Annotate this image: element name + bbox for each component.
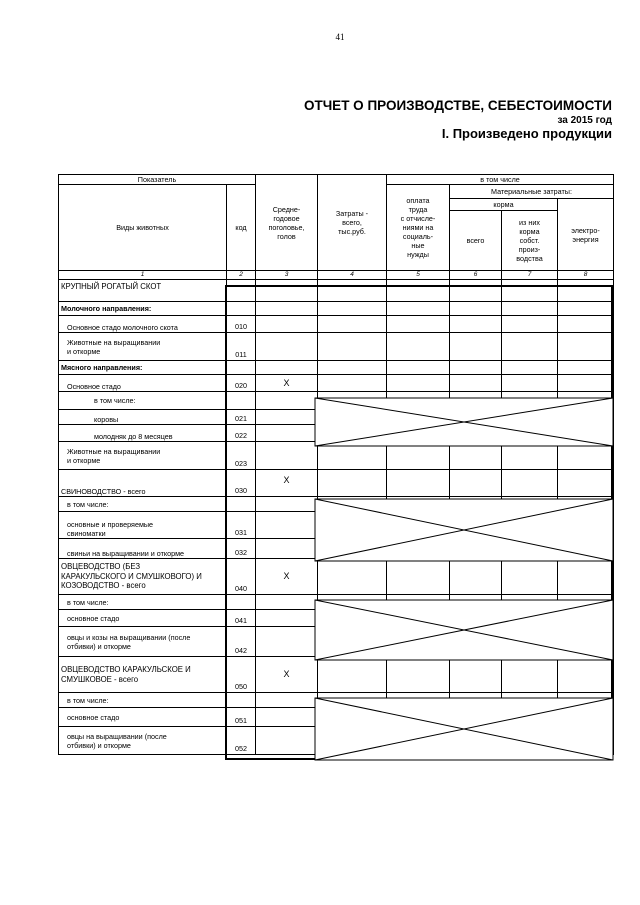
data-cell[interactable] (318, 410, 387, 425)
data-cell[interactable] (558, 657, 614, 693)
data-cell[interactable] (450, 361, 502, 375)
row-code: 032 (227, 539, 256, 559)
row-label: овцы и козы на выращивании (после отбивки) и откорме (59, 627, 227, 657)
data-cell[interactable] (318, 559, 387, 595)
row-label: Животные на выращивании и откорме (59, 333, 227, 361)
data-cell[interactable] (318, 302, 387, 316)
data-cell[interactable] (318, 627, 387, 657)
data-cell (502, 392, 558, 410)
data-cell[interactable] (256, 610, 318, 627)
data-cell[interactable] (256, 627, 318, 657)
data-cell (450, 693, 502, 708)
data-cell (502, 595, 558, 610)
data-cell[interactable] (318, 392, 387, 410)
row-label: коровы (59, 410, 227, 425)
row-label: основное стадо (59, 610, 227, 627)
data-cell[interactable] (450, 333, 502, 361)
table-row (59, 425, 614, 442)
data-cell (502, 425, 558, 442)
code-header: код (227, 185, 256, 271)
labor-pay-header: оплата труда с отчисле- ниями на социаль- ные нужды (387, 185, 450, 271)
row-label: Молочного направления: (59, 302, 227, 316)
data-cell[interactable] (502, 657, 558, 693)
table-row (59, 316, 614, 333)
data-cell[interactable] (450, 657, 502, 693)
data-cell[interactable] (387, 333, 450, 361)
data-cell (450, 425, 502, 442)
data-cell[interactable] (558, 442, 614, 470)
data-cell (558, 392, 614, 410)
data-cell[interactable] (256, 425, 318, 442)
report-title: ОТЧЕТ О ПРОИЗВОДСТВЕ, СЕБЕСТОИМОСТИ (303, 98, 612, 113)
data-cell[interactable] (450, 302, 502, 316)
electricity-header: электро- энергия (558, 199, 614, 271)
data-cell (387, 610, 450, 627)
data-cell[interactable] (450, 442, 502, 470)
data-cell[interactable] (318, 425, 387, 442)
data-cell[interactable] (318, 693, 387, 708)
data-cell (558, 497, 614, 512)
row-code: 040 (227, 559, 256, 595)
column-number: 2 (227, 271, 256, 280)
data-cell (558, 512, 614, 539)
data-cell[interactable] (318, 610, 387, 627)
data-cell[interactable] (318, 361, 387, 375)
data-cell (502, 693, 558, 708)
data-cell[interactable] (318, 442, 387, 470)
data-cell (450, 727, 502, 755)
data-cell (558, 727, 614, 755)
data-cell (502, 727, 558, 755)
data-cell[interactable] (502, 442, 558, 470)
data-cell[interactable] (256, 595, 318, 610)
data-cell[interactable] (558, 559, 614, 595)
data-cell (558, 539, 614, 559)
data-cell[interactable] (502, 316, 558, 333)
x-mark: X (256, 657, 318, 693)
data-cell[interactable] (558, 470, 614, 497)
data-cell[interactable] (318, 539, 387, 559)
row-label: в том числе: (59, 392, 227, 410)
row-code: 020 (227, 375, 256, 392)
data-cell (387, 497, 450, 512)
data-cell (558, 693, 614, 708)
data-cell[interactable] (387, 280, 450, 302)
row-label: в том числе: (59, 497, 227, 512)
data-cell[interactable] (558, 302, 614, 316)
row-code: 023 (227, 442, 256, 470)
data-cell (387, 410, 450, 425)
data-cell[interactable] (502, 302, 558, 316)
x-mark: X (256, 470, 318, 497)
data-cell[interactable] (256, 497, 318, 512)
data-cell[interactable] (318, 470, 387, 497)
table-row (59, 539, 614, 559)
data-cell[interactable] (256, 442, 318, 470)
data-cell[interactable] (558, 280, 614, 302)
row-code: 011 (227, 333, 256, 361)
row-code: 030 (227, 470, 256, 497)
data-cell (450, 708, 502, 727)
data-cell[interactable] (387, 361, 450, 375)
row-code (227, 497, 256, 512)
row-label: Основное стадо молочного скота (59, 316, 227, 333)
row-label: основные и проверяемые свиноматки (59, 512, 227, 539)
row-code (227, 280, 256, 302)
data-cell[interactable] (256, 410, 318, 425)
data-cell (558, 425, 614, 442)
table-row (59, 727, 614, 755)
x-mark: X (256, 559, 318, 595)
row-label: СВИНОВОДСТВО - всего (59, 470, 227, 497)
table-row (59, 470, 614, 497)
feed-total-header: всего (450, 211, 502, 271)
table-row (59, 627, 614, 657)
column-number: 8 (558, 271, 614, 280)
row-label: основное стадо (59, 708, 227, 727)
data-cell (558, 410, 614, 425)
row-code: 041 (227, 610, 256, 627)
table-row (59, 497, 614, 512)
production-table (58, 174, 614, 755)
data-cell (450, 539, 502, 559)
data-cell[interactable] (502, 280, 558, 302)
data-cell[interactable] (387, 316, 450, 333)
data-cell (502, 539, 558, 559)
column-number: 7 (502, 271, 558, 280)
section-title: I. Произведено продукции (441, 126, 612, 141)
data-cell (387, 693, 450, 708)
row-label: КРУПНЫЙ РОГАТЫЙ СКОТ (59, 280, 227, 302)
data-cell[interactable] (318, 708, 387, 727)
data-cell[interactable] (256, 280, 318, 302)
data-cell[interactable] (450, 316, 502, 333)
row-code (227, 302, 256, 316)
row-code: 042 (227, 627, 256, 657)
table-row (59, 559, 614, 595)
table-row (59, 302, 614, 316)
data-cell[interactable] (558, 375, 614, 392)
row-label: овцы на выращивании (после отбивки) и откорме (59, 727, 227, 755)
page-number: 41 (335, 32, 345, 42)
row-label: ОВЦЕВОДСТВО (БЕЗ КАРАКУЛЬСКОГО И СМУШКОВОГО) И КОЗОВОДСТВО - всего (59, 559, 227, 595)
data-cell[interactable] (318, 333, 387, 361)
data-cell[interactable] (256, 316, 318, 333)
row-code: 021 (227, 410, 256, 425)
data-cell (502, 410, 558, 425)
data-cell[interactable] (450, 375, 502, 392)
including-header: в том числе (387, 175, 614, 185)
row-code: 010 (227, 316, 256, 333)
data-cell[interactable] (256, 708, 318, 727)
row-code (227, 392, 256, 410)
data-cell[interactable] (256, 539, 318, 559)
data-cell[interactable] (558, 333, 614, 361)
row-code: 022 (227, 425, 256, 442)
data-cell[interactable] (256, 333, 318, 361)
data-cell (558, 610, 614, 627)
data-cell (387, 539, 450, 559)
data-cell (558, 627, 614, 657)
animal-types-header: Виды животных (59, 185, 227, 271)
data-cell (387, 708, 450, 727)
data-cell (502, 497, 558, 512)
data-cell[interactable] (256, 302, 318, 316)
data-cell (502, 627, 558, 657)
feed-own-header: из них корма собст. произ- водства (502, 211, 558, 271)
data-cell[interactable] (450, 280, 502, 302)
data-cell[interactable] (318, 375, 387, 392)
data-cell[interactable] (502, 361, 558, 375)
data-cell[interactable] (256, 512, 318, 539)
data-cell[interactable] (318, 497, 387, 512)
row-code: 050 (227, 657, 256, 693)
data-cell[interactable] (450, 559, 502, 595)
row-label: свиньи на выращивании и откорме (59, 539, 227, 559)
data-cell (558, 708, 614, 727)
row-label: ОВЦЕВОДСТВО КАРАКУЛЬСКОЕ И СМУШКОВОЕ - всего (59, 657, 227, 693)
report-period: за 2015 год (557, 115, 612, 126)
data-cell[interactable] (318, 316, 387, 333)
data-cell[interactable] (387, 470, 450, 497)
data-cell (502, 512, 558, 539)
data-cell[interactable] (387, 375, 450, 392)
data-cell[interactable] (387, 442, 450, 470)
column-number: 4 (318, 271, 387, 280)
material-costs-header: Материальные затраты: (450, 185, 614, 199)
row-code: 052 (227, 727, 256, 755)
data-cell[interactable] (318, 727, 387, 755)
data-cell (387, 512, 450, 539)
table-row (59, 693, 614, 708)
table-row (59, 595, 614, 610)
data-cell[interactable] (318, 595, 387, 610)
column-number: 6 (450, 271, 502, 280)
table-row (59, 708, 614, 727)
data-cell (502, 708, 558, 727)
row-code: 051 (227, 708, 256, 727)
data-cell[interactable] (502, 470, 558, 497)
table-row (59, 442, 614, 470)
row-label: Основное стадо (59, 375, 227, 392)
data-cell (387, 727, 450, 755)
data-cell[interactable] (502, 333, 558, 361)
data-cell (387, 627, 450, 657)
table-row (59, 657, 614, 693)
table-row (59, 410, 614, 425)
row-label: Мясного направления: (59, 361, 227, 375)
data-cell[interactable] (558, 361, 614, 375)
data-cell (387, 425, 450, 442)
row-code: 031 (227, 512, 256, 539)
table-row (59, 610, 614, 627)
data-cell (450, 497, 502, 512)
data-cell (387, 392, 450, 410)
table-row (59, 512, 614, 539)
data-cell[interactable] (502, 375, 558, 392)
data-cell[interactable] (558, 316, 614, 333)
data-cell (558, 595, 614, 610)
row-label: в том числе: (59, 595, 227, 610)
row-label: Животные на выращивании и откорме (59, 442, 227, 470)
data-cell (387, 595, 450, 610)
data-cell (502, 610, 558, 627)
data-cell (450, 610, 502, 627)
feed-header: корма (450, 199, 558, 211)
column-number: 5 (387, 271, 450, 280)
data-cell[interactable] (387, 559, 450, 595)
data-cell[interactable] (256, 361, 318, 375)
indicator-header: Показатель (59, 175, 256, 185)
row-label: в том числе: (59, 693, 227, 708)
data-cell[interactable] (318, 657, 387, 693)
data-cell[interactable] (387, 302, 450, 316)
row-label: молодняк до 8 месяцев (59, 425, 227, 442)
data-cell (450, 512, 502, 539)
column-number: 3 (256, 271, 318, 280)
row-code (227, 361, 256, 375)
x-mark: X (256, 375, 318, 392)
row-code (227, 693, 256, 708)
table-row (59, 333, 614, 361)
data-cell (450, 595, 502, 610)
data-cell[interactable] (318, 280, 387, 302)
avg-herd-header: Средне- годовое поголовье, голов (256, 175, 318, 271)
column-number: 1 (59, 271, 227, 280)
table-row (59, 375, 614, 392)
data-cell[interactable] (450, 470, 502, 497)
costs-total-header: Затраты - всего, тыс.руб. (318, 175, 387, 271)
data-cell (450, 392, 502, 410)
data-cell[interactable] (502, 559, 558, 595)
data-cell[interactable] (256, 392, 318, 410)
table-row (59, 361, 614, 375)
data-cell (450, 627, 502, 657)
data-cell (450, 410, 502, 425)
row-code (227, 595, 256, 610)
data-cell[interactable] (318, 512, 387, 539)
table-row (59, 392, 614, 410)
data-cell[interactable] (387, 657, 450, 693)
table-row (59, 280, 614, 302)
data-cell[interactable] (256, 727, 318, 755)
data-cell[interactable] (256, 693, 318, 708)
